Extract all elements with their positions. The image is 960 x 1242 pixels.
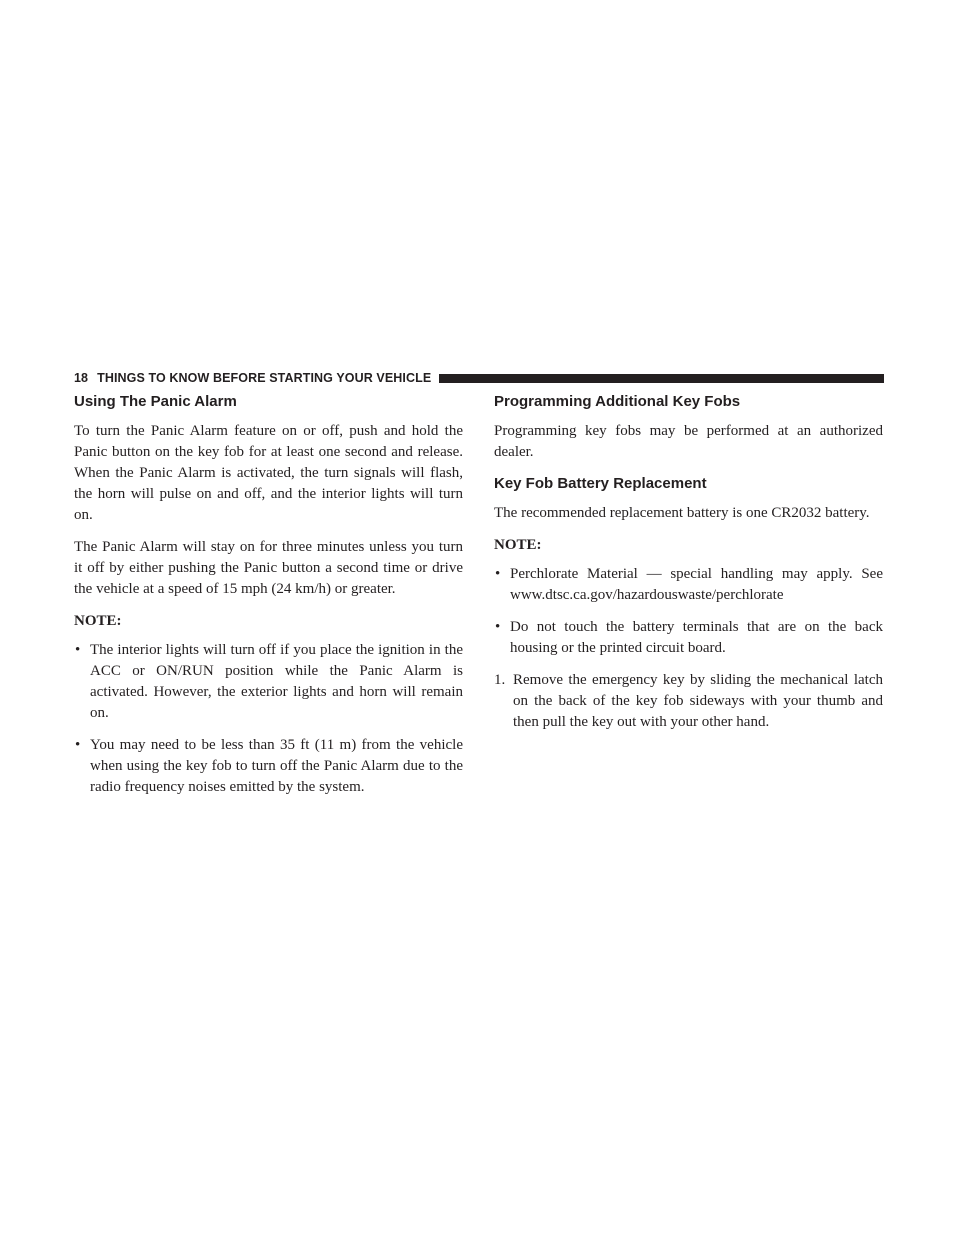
list-item bbox=[494, 617, 883, 659]
bullet-icon: • bbox=[495, 619, 501, 635]
step-text: Remove the emergency key by sliding the mechanical latch on the back of the key fob sideways with your thumb and then pull the key out with your other hand. bbox=[513, 672, 883, 730]
note-label: NOTE: bbox=[74, 613, 122, 629]
paragraph-panic-usage: To turn the Panic Alarm feature on or off, push and hold the Panic button on the key fob for at least one second and release. When the Panic Alarm is activated, the turn signals will flash, the horn will pulse on and off, and the interior lights will turn on. bbox=[74, 423, 463, 523]
bullet-text: Do not touch the battery terminals that are on the back housing or the printed circuit board. bbox=[510, 619, 883, 656]
header-rule bbox=[439, 374, 884, 383]
battery-steps-list bbox=[494, 670, 883, 733]
bullet-text: The interior lights will turn off if you place the ignition in the ACC or ON/RUN position while the Panic Alarm is activated. However, the exterior lights and horn will remain on. bbox=[90, 642, 463, 721]
paragraph-programming: Programming key fobs may be performed at an authorized dealer. bbox=[494, 423, 883, 460]
section-heading-battery: Key Fob Battery Replacement bbox=[494, 475, 707, 492]
right-column bbox=[494, 392, 883, 733]
bullet-text: Perchlorate Material — special handling may apply. See www.dtsc.ca.gov/hazardouswaste/perchlorate bbox=[510, 566, 883, 603]
header-title: THINGS TO KNOW BEFORE STARTING YOUR VEHICLE bbox=[97, 371, 432, 385]
step-number: 1. bbox=[494, 672, 506, 688]
paragraph-battery: The recommended replacement battery is one CR2032 battery. bbox=[494, 505, 870, 521]
paragraph-panic-duration: The Panic Alarm will stay on for three minutes unless you turn it off by either pushing the Panic button a second time or drive the vehicle at a speed of 15 mph (24 km/h) or greater. bbox=[74, 539, 463, 597]
bullet-text: You may need to be less than 35 ft (11 m) from the vehicle when using the key fob to turn off the Panic Alarm due to the radio frequency noises emitted by the system. bbox=[90, 737, 463, 795]
note-bullet-list bbox=[74, 640, 463, 798]
note-bullet-list bbox=[494, 564, 883, 659]
page-number: 18 bbox=[74, 371, 89, 385]
section-heading-panic-alarm: Using The Panic Alarm bbox=[74, 393, 237, 410]
bullet-icon: • bbox=[75, 642, 81, 658]
bullet-icon: • bbox=[495, 566, 501, 582]
bullet-icon: • bbox=[75, 737, 81, 753]
section-heading-programming: Programming Additional Key Fobs bbox=[494, 393, 741, 410]
running-header bbox=[74, 370, 884, 386]
list-item bbox=[494, 670, 883, 733]
note-label: NOTE: bbox=[494, 537, 542, 553]
list-item bbox=[74, 735, 463, 798]
list-item bbox=[74, 640, 463, 724]
left-column bbox=[74, 392, 463, 809]
list-item bbox=[494, 564, 883, 606]
